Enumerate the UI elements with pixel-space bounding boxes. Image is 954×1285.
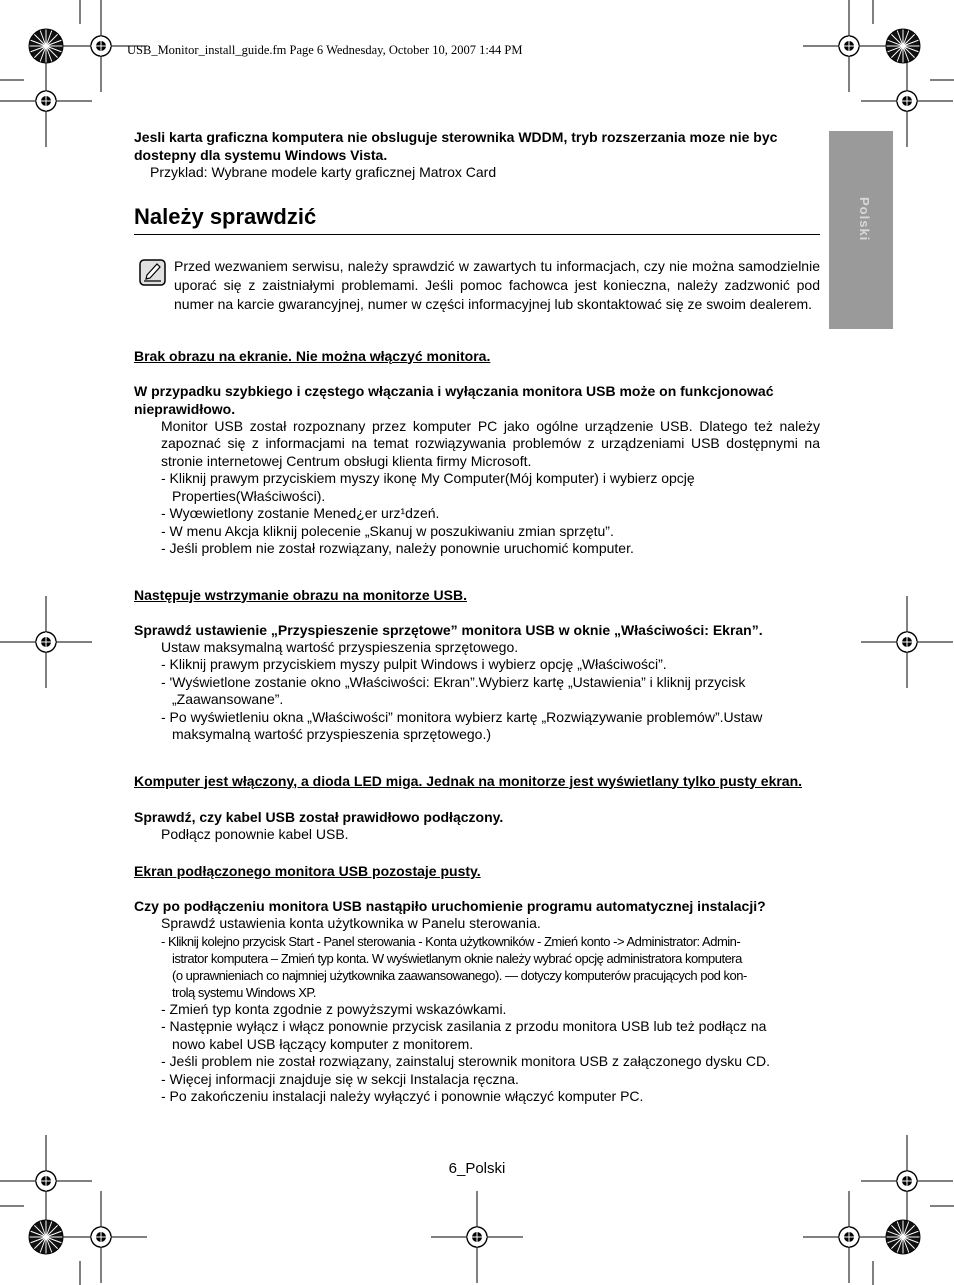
list-item: - Kliknij prawym przyciskiem myszy ikonę My Computer(Mój komputer) i wybierz opcję bbox=[161, 470, 695, 486]
list-item-cont: maksymalną wartość przyspieszenia sprzętowego.) bbox=[172, 726, 492, 742]
list-item-cont: nowo kabel USB łączący komputer z monitorem. bbox=[172, 1035, 474, 1052]
note-text: Przed wezwaniem serwisu, należy sprawdzić w zawartych tu informacjach, czy nie można samodzielnie uporać się z zaistniałymi problemami. Jeśli pomoc fachowca jest konieczna, należy zadzwonić pod numer na karcie gwarancyjnej, numer w części informacyjnej lub skontaktować się ze swoim dealerem. bbox=[174, 257, 820, 312]
problem-2-item-1: - Kliknij prawym przyciskiem myszy pulpit Windows i wybierz opcję „Właściwości”. bbox=[161, 656, 667, 672]
list-item-cont: (o uprawnieniach co najmniej użytkownika zaawansowanego). — dotyczy komputerów pracujących pod kon- bbox=[172, 967, 747, 983]
list-item: - 'Wyświetlone zostanie okno „Właściwości: Ekran”.Wybierz kartę „Ustawienia” i kliknij przycisk bbox=[161, 673, 746, 690]
section-title: Należy sprawdzić bbox=[134, 203, 317, 229]
problem-1-item-3: - W menu Akcja kliknij polecenie „Skanuj w poszukiwaniu zmian sprzętu”. bbox=[161, 522, 614, 539]
problem-4-check: Czy po podłączeniu monitora USB nastąpiło uruchomienie programu automatycznej instalacji? bbox=[134, 898, 766, 914]
problem-1-item-4: - Jeśli problem nie został rozwiązany, należy ponownie uruchomić komputer. bbox=[161, 540, 634, 556]
intro-bold: Jesli karta graficzna komputera nie obsluguje sterownika WDDM, tryb rozszerzania moze nie byc dostepny dla systemu Windows Vista. bbox=[134, 129, 778, 163]
list-item: - Po wyświetleniu okna „Właściwości” monitora wybierz kartę „Rozwiązywanie problemów”.Ustaw bbox=[161, 708, 763, 725]
side-tab-label: Polski bbox=[857, 197, 872, 242]
problem-1-heading: Brak obrazu na ekranie. Nie można włączyć monitora. bbox=[134, 347, 491, 364]
problem-2-heading: Następuje wstrzymanie obrazu na monitorze USB. bbox=[134, 586, 467, 603]
list-item: - Następnie wyłącz i włącz ponownie przycisk zasilania z przodu monitora USB lub też podłącz na bbox=[161, 1018, 767, 1034]
list-item-cont: Properties(Właściwości). bbox=[172, 487, 326, 504]
problem-1-desc: Monitor USB został rozpoznany przez komputer PC jako ogólne urządzenie USB. Dlatego też należy zapoznać się z informacjami na temat rozwiązywania problemów z urządzeniami USB dostępnymi na stronie internetowej Centrum obsługi klienta firmy Microsoft. bbox=[161, 417, 820, 469]
intro-example: Przyklad: Wybrane modele karty graficznej Matrox Card bbox=[150, 164, 497, 180]
problem-3-heading: Komputer jest włączony, a dioda LED miga. Jednak na monitorze jest wyświetlany tylko pusty ekran. bbox=[134, 772, 803, 789]
problem-4-heading: Ekran podłączonego monitora USB pozostaje pusty. bbox=[134, 863, 481, 879]
problem-4-item-4: - Więcej informacji znajduje się w sekcji Instalacja ręczna. bbox=[161, 1070, 519, 1087]
title-rule bbox=[134, 234, 820, 235]
problem-2-item-2 bbox=[134, 674, 820, 709]
list-item: - Kliknij kolejno przycisk Start - Panel sterowania - Konta użytkowników - Zmień konto -> Administrator: Admin- bbox=[161, 933, 741, 949]
problem-4-item-1: - Zmień typ konta zgodnie z powyższymi wskazówkami. bbox=[161, 1000, 507, 1017]
page-number: 6_Polski bbox=[448, 1160, 506, 1177]
problem-4-item-3: - Jeśli problem nie został rozwiązany, zainstaluj sterownik monitora USB z załączonego dysku CD. bbox=[161, 1053, 770, 1069]
problem-1-item-1 bbox=[134, 470, 820, 505]
list-item-cont: „Zaawansowane”. bbox=[172, 691, 284, 707]
problem-4-item-2 bbox=[134, 1018, 820, 1053]
problem-3-check: Sprawdź, czy kabel USB został prawidłowo podłączony. bbox=[134, 808, 504, 825]
problem-1-item-2: - Wyœwietlony zostanie Mened¿er urz¹dzeń. bbox=[161, 505, 440, 521]
language-side-tab bbox=[829, 131, 893, 329]
list-item-cont: trolą systemu Windows XP. bbox=[172, 984, 317, 1000]
note-pencil-icon bbox=[139, 259, 166, 286]
problem-4-item-5: - Po zakończeniu instalacji należy wyłączyć i ponownie włączyć komputer PC. bbox=[161, 1088, 644, 1104]
problem-4-small-item bbox=[134, 933, 820, 1001]
list-item-cont: istrator komputera – Zmień typ konta. W wyświetlanym oknie należy wybrać opcję administratora komputera bbox=[172, 950, 742, 966]
file-header: USB_Monitor_install_guide.fm Page 6 Wednesday, October 10, 2007 1:44 PM bbox=[127, 43, 523, 57]
problem-1-check: W przypadku szybkiego i częstego włączania i wyłączania monitora USB może on funkcjonować nieprawidłowo. bbox=[134, 382, 774, 417]
problem-4-desc: Sprawdź ustawienia konta użytkownika w Panelu sterowania. bbox=[161, 915, 541, 931]
problem-2-check: Sprawdź ustawienie „Przyspieszenie sprzętowe” monitora USB w oknie „Właściwości: Ekran”. bbox=[134, 621, 763, 638]
main-content bbox=[134, 128, 820, 1106]
problem-2-desc: Ustaw maksymalną wartość przyspieszenia sprzętowego. bbox=[161, 638, 519, 655]
problem-3-desc: Podłącz ponownie kabel USB. bbox=[161, 825, 349, 842]
note-box bbox=[134, 257, 820, 314]
problem-2-item-3 bbox=[134, 709, 820, 744]
